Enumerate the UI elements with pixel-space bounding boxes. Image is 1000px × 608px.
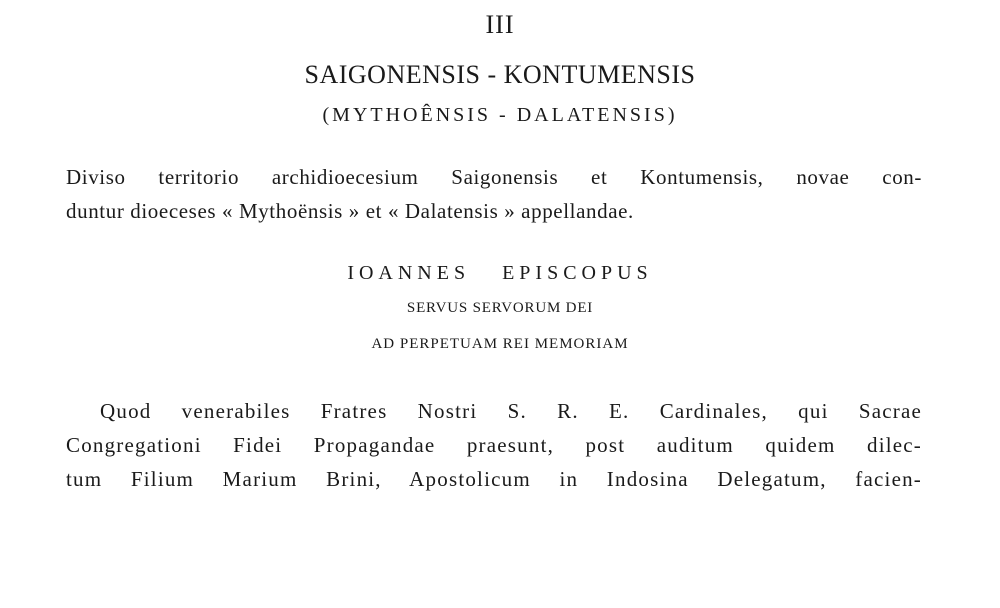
document-subtitle: (MYTHOÊNSIS - DALATENSIS) bbox=[322, 104, 678, 126]
summary-line: Diviso territorio archidioecesium Saigonensis et Kontumensis, novae con- bbox=[66, 165, 922, 189]
body-line: Congregationi Fidei Propagandae praesunt, post auditum quidem dilec- bbox=[66, 433, 922, 457]
summary-line: duntur dioeceses « Mythoënsis » et « Dalatensis » appellandae. bbox=[66, 199, 634, 223]
memoriam-heading: AD PERPETUAM REI MEMORIAM bbox=[371, 336, 629, 352]
pope-heading: IOANNES EPISCOPUS bbox=[347, 262, 653, 284]
servus-heading: SERVUS SERVORUM DEI bbox=[406, 300, 594, 316]
section-numeral: III bbox=[485, 10, 515, 39]
summary-paragraph bbox=[66, 160, 922, 228]
body-line: Quod venerabiles Fratres Nostri S. R. E. Cardinales, qui Sacrae bbox=[100, 399, 922, 423]
body-line: tum Filium Marium Brini, Apostolicum in Indosina Delegatum, facien- bbox=[66, 467, 922, 491]
body-paragraph bbox=[66, 394, 922, 496]
document-title: SAIGONENSIS - KONTUMENSIS bbox=[304, 60, 696, 89]
